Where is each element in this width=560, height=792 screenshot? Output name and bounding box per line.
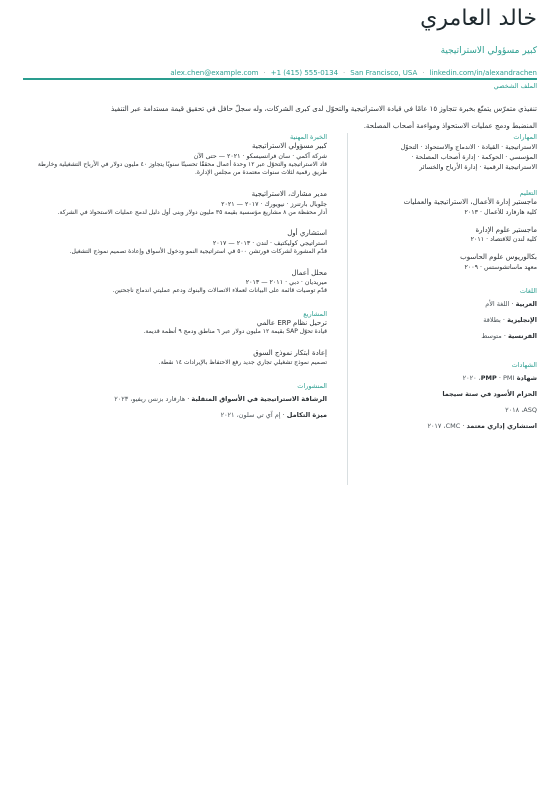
candidate-title: كبير مسؤولي الاستراتيجية <box>440 46 537 56</box>
skills-list <box>367 142 537 172</box>
certification-detail: PMI، ٢٠٢٠ <box>462 373 515 382</box>
main-column <box>30 133 327 423</box>
publication-detail: إم آي تي سلون، ٢٠٢١ <box>220 410 281 419</box>
job-description: قدّم المشورة لشركات فورتشن ٥٠٠ في استراتيجية النمو ودخول الأسواق وإعادة تصميم نموذج التشغيل. <box>69 247 327 255</box>
separator: · <box>263 69 266 77</box>
languages-list <box>367 296 537 344</box>
certification-name: الحزام الأسود في ستة سيجما <box>442 389 537 398</box>
education-item <box>367 226 537 245</box>
phone-text: +1 (415) 555-0134 <box>270 69 339 77</box>
project-item <box>30 349 327 367</box>
language-level: اللغة الأم <box>485 299 510 308</box>
language-name: الإنجليزية <box>507 315 537 324</box>
candidate-name: خالد العامري <box>420 6 537 31</box>
job-description: أدار محفظة من ٨ مشاريع مؤسسية بقيمة ٣٥ مليون دولار وبنى أول دليل لدمج عمليات الاستحواذ في الشركة. <box>57 208 327 216</box>
job-meta: جلوبال بارتنرز · نيويورك · ٢٠١٧ — ٢٠٢١ <box>221 200 327 208</box>
certifications-list <box>367 370 537 434</box>
summary-line: تنفيذي متمرّس يتمتّع بخبرة تتجاوز ١٥ عامًا في قيادة الاستراتيجية والتحوّل لدى كبرى الشركات، وله سجلّ حافل في تحقيق قيمة مستدامة عبر التنفيذ <box>111 105 537 113</box>
project-description: قيادة تحوّل SAP بقيمة ١٢ مليون دولار عبر ٦ مناطق ودمج ٩ أنظمة قديمة. <box>143 328 327 336</box>
job-role: مدير مشارك، الاستراتيجية <box>251 190 327 199</box>
certification-name: شهادة PMP <box>480 373 537 382</box>
job-description: قاد الاستراتيجية والتحوّل عبر ١٢ وحدة أعمال محققًا تحسينًا سنويًا يتجاوز ٤٠ مليون دولار في الأرباح التشغيلية وخارطة طريق رقمية لثلاث سنوات معتمدة من مجلس الإدارة. <box>37 160 327 177</box>
project-title: ترحيل نظام ERP عالمي <box>256 318 327 327</box>
publication-title: الرشاقة الاستراتيجية في الأسواق المتقلبة <box>191 394 327 403</box>
separator: · <box>422 69 425 77</box>
language-name: العربية <box>515 299 537 308</box>
contact-bar <box>170 68 537 78</box>
education-heading: التعليم <box>519 189 537 197</box>
publications-heading: المنشورات <box>297 381 327 390</box>
job-meta: ميريديان · دبي · ٢٠١١ — ٢٠١٣ <box>245 279 327 287</box>
publication-detail: هارفارد بزنس ريفيو، ٢٠٢٣ <box>114 394 186 403</box>
experience-item <box>30 142 327 178</box>
language-level: بطلاقة <box>483 315 501 324</box>
publication-title: ميزة التكامل <box>286 410 327 419</box>
experience-item <box>30 229 327 256</box>
publication-item: الرشاقة الاستراتيجية في الأسواق المتقلبة · هارفارد بزنس ريفيو، ٢٠٢٣ <box>114 394 327 403</box>
skills-line: الاستراتيجية الرقمية · إدارة الأرباح والخسائر <box>419 163 537 171</box>
profile-heading: الملف الشخصي <box>493 82 537 90</box>
language-item: العربية · اللغة الأم <box>485 299 537 308</box>
skills-line: المؤسسي · الحوكمة · إدارة أصحاب المصلحة · <box>411 153 537 161</box>
certifications-heading: الشهادات <box>511 360 537 369</box>
education-item <box>367 253 537 272</box>
header-divider <box>23 78 537 80</box>
location-text: San Francisco, USA <box>350 69 418 77</box>
project-item <box>30 319 327 337</box>
certification-detail: ASQ، ٢٠١٨ <box>505 405 537 414</box>
publication-item: ميزة التكامل · إم آي تي سلون، ٢٠٢١ <box>220 410 327 419</box>
profile-summary <box>20 101 537 135</box>
language-level: متوسط <box>481 331 502 340</box>
education-list <box>367 198 537 272</box>
skills-heading: المهارات <box>513 133 537 141</box>
languages-heading: اللغات <box>519 286 537 295</box>
projects-list <box>30 319 327 368</box>
language-name: الفرنسية <box>507 331 537 340</box>
certification-name: استشاري إداري معتمد <box>466 421 537 430</box>
language-item: الفرنسية · متوسط <box>481 331 537 340</box>
certification-item: استشاري إداري معتمد · CMC، ٢٠١٧ <box>427 421 537 430</box>
education-item <box>367 198 537 217</box>
project-title: إعادة ابتكار نموذج السوق <box>253 349 327 358</box>
job-role: محلل أعمال <box>291 268 327 277</box>
experience-item <box>30 269 327 296</box>
job-role: استشاري أول <box>287 229 327 238</box>
degree: بكالوريوس علوم الحاسوب <box>460 253 537 261</box>
project-description: تصميم نموذج تشغيلي تجاري جديد رفع الاحتفاظ بالإيرادات ١٤ نقطة. <box>158 358 327 366</box>
experience-list <box>30 142 327 296</box>
experience-item <box>30 190 327 217</box>
projects-heading: المشاريع <box>303 309 327 318</box>
certification-item: شهادة PMP · PMI، ٢٠٢٠ <box>462 373 537 382</box>
sidebar-column <box>367 133 537 434</box>
separator: · <box>343 69 346 77</box>
publications-list <box>30 391 327 423</box>
summary-line: المنضبط ودمج عمليات الاستحواذ ومواءمة أصحاب المصلحة. <box>363 122 537 130</box>
school: كلية لندن للاقتصاد · ٢٠١١ <box>470 236 537 243</box>
language-item: الإنجليزية · بطلاقة <box>483 315 537 324</box>
job-meta: استراتيجي كوليكتيف · لندن · ٢٠١٣ — ٢٠١٧ <box>212 239 327 247</box>
linkedin-link[interactable]: linkedin.com/in/alexandrachen <box>429 69 537 77</box>
experience-heading: الخبرة المهنية <box>290 133 327 141</box>
school: كلية هارفارد للأعمال · ٢٠١٣ <box>464 208 537 216</box>
email-link[interactable]: alex.chen@example.com <box>170 69 259 77</box>
job-description: قدّم توصيات قائمة على البيانات لعملاء الاتصالات والبنوك ودعم عمليتي اندماج ناجحتين. <box>112 287 327 295</box>
certification-item <box>367 386 537 402</box>
job-role: كبير مسؤولي الاستراتيجية <box>252 142 327 150</box>
job-meta: شركة آكمي · سان فرانسيسكو · ٢٠٢١ — حتى الآن <box>193 152 327 160</box>
skills-line: الاستراتيجية · القيادة · الاندماج والاستحواذ · التحوّل <box>400 143 537 151</box>
certification-detail: CMC، ٢٠١٧ <box>427 421 461 430</box>
column-divider <box>347 133 348 485</box>
degree: ماجستير علوم الإدارة <box>475 225 537 234</box>
certification-item <box>367 402 537 418</box>
school: معهد ماساتشوستس · ٢٠٠٩ <box>464 263 537 271</box>
degree: ماجستير إدارة الأعمال، الاستراتيجية والعمليات <box>403 198 537 206</box>
